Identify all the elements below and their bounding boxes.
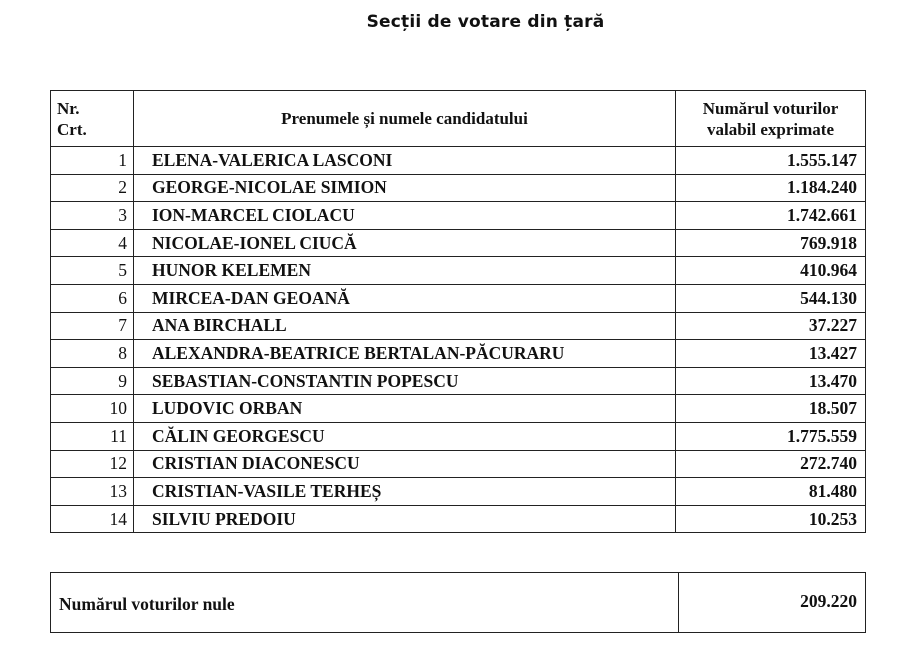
header-votes-line1: Numărul voturilor — [702, 98, 839, 118]
row-number: 14 — [51, 505, 134, 533]
candidate-votes: 769.918 — [676, 229, 866, 257]
header-nr — [51, 91, 134, 147]
row-number: 4 — [51, 229, 134, 257]
candidate-name: SEBASTIAN-CONSTANTIN POPESCU — [134, 367, 676, 395]
candidate-name: ANA BIRCHALL — [134, 312, 676, 340]
null-votes-value: 209.220 — [679, 573, 866, 633]
header-nr-line1: Nr. — [57, 98, 80, 118]
row-number: 2 — [51, 174, 134, 202]
row-number: 12 — [51, 450, 134, 478]
candidate-votes: 410.964 — [676, 257, 866, 285]
table-row — [51, 367, 866, 395]
candidate-votes: 272.740 — [676, 450, 866, 478]
results-table-body — [51, 147, 866, 533]
row-number: 3 — [51, 202, 134, 230]
results-table — [50, 90, 866, 533]
row-number: 9 — [51, 367, 134, 395]
table-row — [51, 478, 866, 506]
row-number: 11 — [51, 422, 134, 450]
candidate-votes: 13.470 — [676, 367, 866, 395]
candidate-votes: 544.130 — [676, 284, 866, 312]
null-votes-label: Numărul voturilor nule — [51, 573, 679, 633]
table-row — [51, 284, 866, 312]
candidate-votes: 1.555.147 — [676, 147, 866, 175]
row-number: 13 — [51, 478, 134, 506]
table-row — [51, 229, 866, 257]
candidate-name: SILVIU PREDOIU — [134, 505, 676, 533]
row-number: 5 — [51, 257, 134, 285]
candidate-name: CĂLIN GEORGESCU — [134, 422, 676, 450]
header-votes-line2: valabil exprimate — [706, 119, 834, 139]
row-number: 10 — [51, 395, 134, 423]
candidate-votes: 18.507 — [676, 395, 866, 423]
table-row — [51, 202, 866, 230]
table-row — [51, 147, 866, 175]
candidate-votes: 13.427 — [676, 340, 866, 368]
candidate-name: CRISTIAN-VASILE TERHEȘ — [134, 478, 676, 506]
table-row — [51, 257, 866, 285]
row-number: 7 — [51, 312, 134, 340]
table-row — [51, 174, 866, 202]
candidate-votes: 81.480 — [676, 478, 866, 506]
candidate-name: ALEXANDRA-BEATRICE BERTALAN-PĂCURARU — [134, 340, 676, 368]
candidate-name: HUNOR KELEMEN — [134, 257, 676, 285]
candidate-name: ION-MARCEL CIOLACU — [134, 202, 676, 230]
candidate-name: LUDOVIC ORBAN — [134, 395, 676, 423]
candidate-votes: 1.184.240 — [676, 174, 866, 202]
table-row — [51, 422, 866, 450]
table-row — [51, 312, 866, 340]
candidate-votes: 10.253 — [676, 505, 866, 533]
row-number: 6 — [51, 284, 134, 312]
header-nr-line2: Crt. — [57, 119, 87, 139]
table-row — [51, 340, 866, 368]
row-number: 1 — [51, 147, 134, 175]
header-candidate-name: Prenumele și numele candidatului — [134, 91, 676, 147]
table-row — [51, 450, 866, 478]
candidate-name: MIRCEA-DAN GEOANĂ — [134, 284, 676, 312]
candidate-name: CRISTIAN DIACONESCU — [134, 450, 676, 478]
table-row — [51, 505, 866, 533]
null-votes-row — [51, 573, 866, 633]
candidate-name: ELENA-VALERICA LASCONI — [134, 147, 676, 175]
table-row — [51, 395, 866, 423]
null-votes-table — [50, 572, 866, 633]
candidate-name: GEORGE-NICOLAE SIMION — [134, 174, 676, 202]
header-valid-votes — [676, 91, 866, 147]
candidate-votes: 1.775.559 — [676, 422, 866, 450]
row-number: 8 — [51, 340, 134, 368]
page-title: Secții de votare din țară — [366, 12, 605, 32]
candidate-votes: 1.742.661 — [676, 202, 866, 230]
candidate-votes: 37.227 — [676, 312, 866, 340]
candidate-name: NICOLAE-IONEL CIUCĂ — [134, 229, 676, 257]
table-header-row — [51, 91, 866, 147]
